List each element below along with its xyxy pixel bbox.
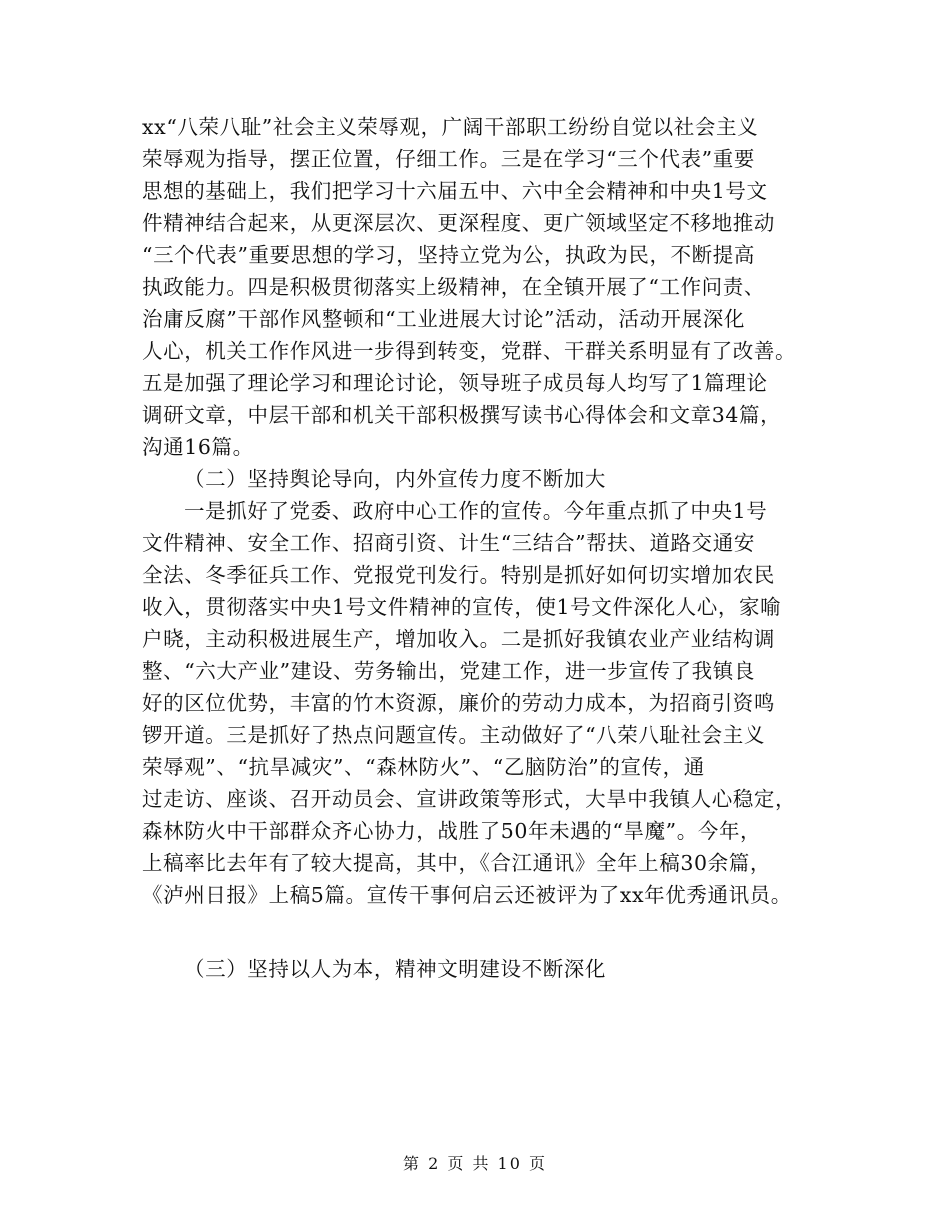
section-heading-3: （三）坚持以人为本，精神文明建设不断深化 — [184, 957, 606, 981]
paragraph-line: 治庸反腐”干部作风整顿和“工业进展大讨论”活动，活动开展深化 — [142, 307, 745, 331]
paragraph-line: 全法、冬季征兵工作、党报党刊发行。特别是抓好如何切实增加农民 — [142, 563, 775, 587]
paragraph-line: “三个代表”重要思想的学习，坚持立党为公，执政为民，不断提高 — [142, 243, 755, 267]
paragraph-line: 思想的基础上，我们把学习十六届五中、六中全会精神和中央1号文 — [142, 179, 768, 203]
paragraph-line: 荣辱观”、“抗旱减灾”、“森林防火”、“乙脑防治”的宣传，通 — [142, 755, 705, 779]
paragraph-line: 上稿率比去年有了较大提高，其中，《合江通讯》全年上稿30余篇， — [142, 851, 771, 875]
paragraph-line: 调研文章，中层干部和机关干部积极撰写读书心得体会和文章34篇， — [142, 403, 782, 427]
paragraph-line: 件精神结合起来，从更深层次、更深程度、更广领域坚定不移地推动 — [142, 211, 775, 235]
paragraph-line: 五是加强了理论学习和理论讨论，领导班子成员每人均写了1篇理论 — [142, 371, 768, 395]
paragraph-spacer — [142, 911, 812, 953]
paragraph-line: 锣开道。三是抓好了热点问题宣传。主动做好了“八荣八耻社会主义 — [142, 723, 765, 747]
paragraph-line: 户晓，主动积极进展生产，增加收入。二是抓好我镇农业产业结构调 — [142, 627, 775, 651]
paragraph-line: 过走访、座谈、召开动员会、宣讲政策等形式，大旱中我镇人心稳定， — [142, 787, 797, 811]
paragraph-line: 好的区位优势，丰富的竹木资源，廉价的劳动力成本，为招商引资鸣 — [142, 691, 775, 715]
paragraph-line: 收入，贯彻落实中央1号文件精神的宣传，使1号文件深化人心，家喻 — [142, 595, 782, 619]
paragraph-line: 荣辱观为指导，摆正位置，仔细工作。三是在学习“三个代表”重要 — [142, 147, 755, 171]
paragraph-line: 人心，机关工作作风进一步得到转变，党群、干群关系明显有了改善。 — [142, 339, 797, 363]
section-heading-2: （二）坚持舆论导向，内外宣传力度不断加大 — [184, 467, 606, 491]
page-number-footer: 第 2 页 共 10 页 — [403, 1154, 547, 1173]
paragraph-line: 文件精神、安全工作、招商引资、计生“三结合”帮扶、道路交通安 — [142, 531, 755, 555]
paragraph-line: 《泸州日报》上稿5篇。宣传干事何启云还被评为了xx年优秀通讯员。 — [142, 883, 792, 907]
paragraph-line: 执政能力。四是积极贯彻落实上级精神，在全镇开展了“工作问责、 — [142, 275, 765, 299]
paragraph-line: 整、“六大产业”建设、劳务输出，党建工作，进一步宣传了我镇良 — [142, 659, 755, 683]
paragraph-line: 沟通16篇。 — [142, 435, 254, 459]
paragraph-line: xx“八荣八耻”社会主义荣辱观，广阔干部职工纷纷自觉以社会主义 — [142, 115, 759, 139]
document-body — [142, 111, 812, 985]
paragraph-line: 一是抓好了党委、政府中心工作的宣传。今年重点抓了中央1号 — [184, 499, 768, 523]
paragraph-line: 森林防火中干部群众齐心协力，战胜了50年未遇的“旱魔”。今年， — [142, 819, 762, 843]
